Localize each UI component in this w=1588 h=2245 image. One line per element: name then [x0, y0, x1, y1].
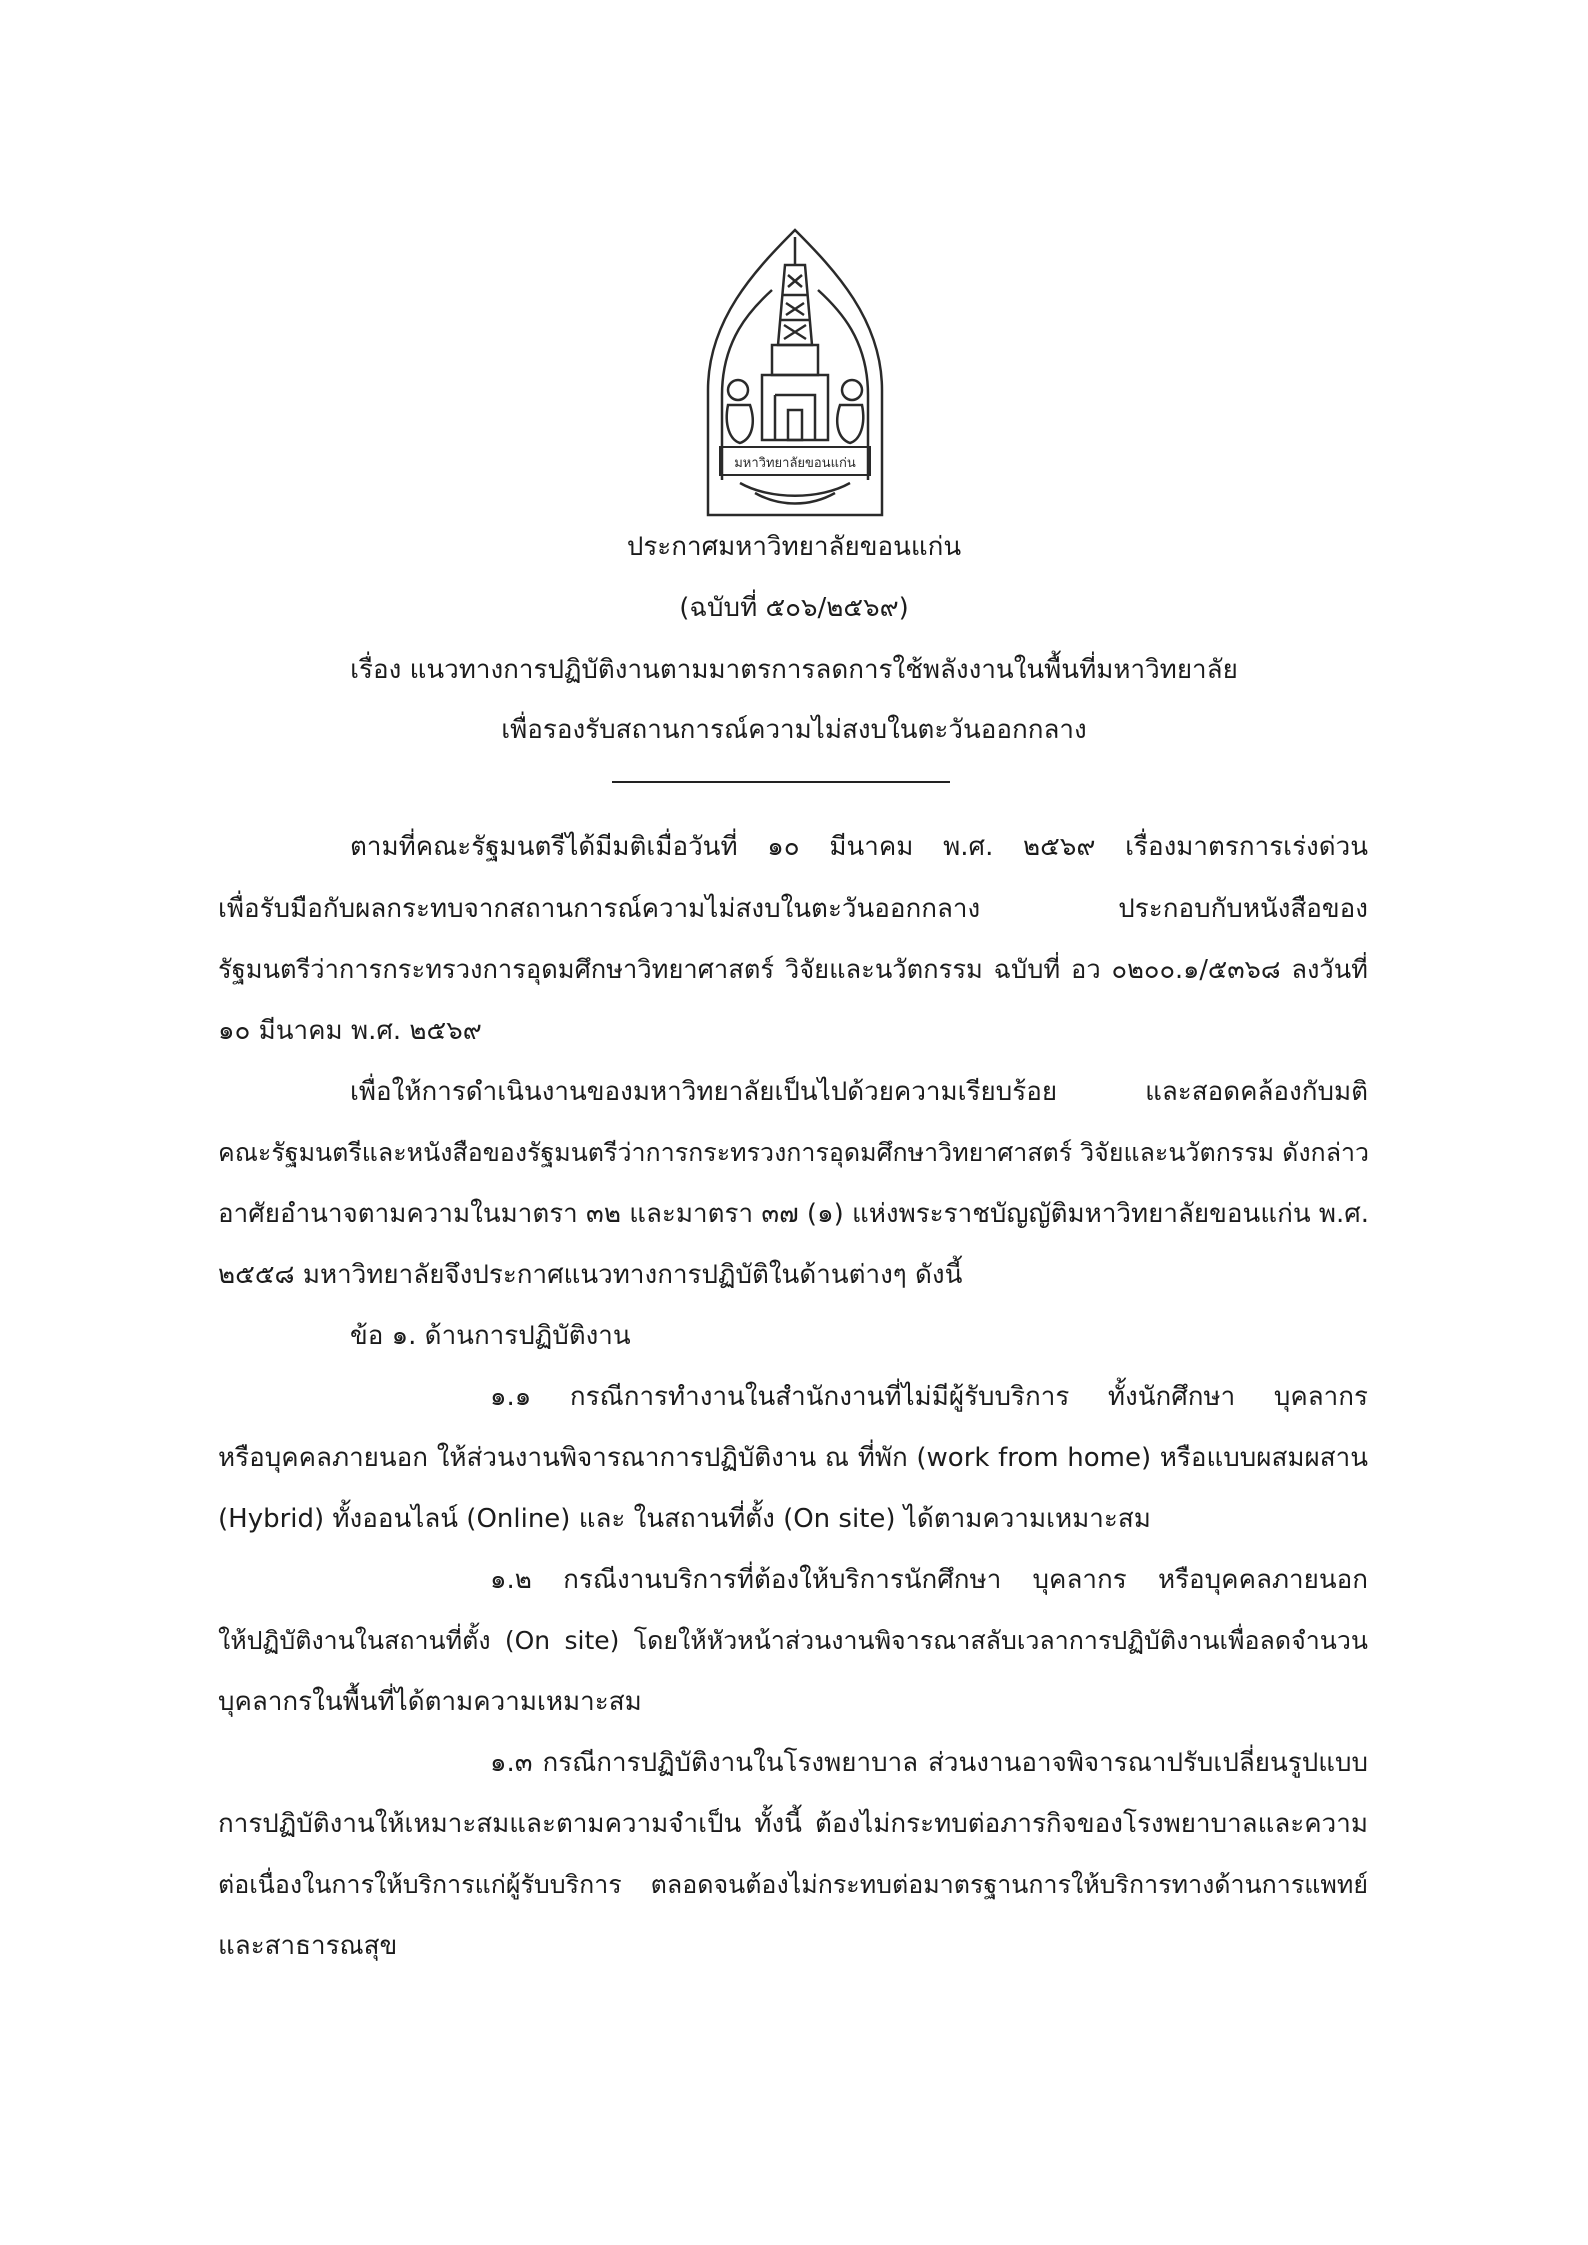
clause-1-2-line-1: ๑.๒ กรณีงานบริการที่ต้องให้บริการนักศึกษา บุคลากร หรือบุคคลภายนอก [490, 1565, 1368, 1595]
clause-1-3-line-1: ๑.๓ กรณีการปฏิบัติงานในโรงพยาบาล ส่วนงานอาจพิจารณาปรับเปลี่ยนรูปแบบ [490, 1748, 1368, 1778]
clause-1-heading: ข้อ ๑. ด้านการปฏิบัติงาน [350, 1321, 631, 1351]
seal-banner-text: มหาวิทยาลัยขอนแก่น [734, 456, 856, 471]
paragraph-2-line-3: อาศัยอำนาจตามความในมาตรา ๓๒ และมาตรา ๓๗ (๑) แห่งพระราชบัญญัติมหาวิทยาลัยขอนแก่น พ.ศ. [218, 1199, 1370, 1229]
paragraph-2-line-2: คณะรัฐมนตรีและหนังสือของรัฐมนตรีว่าการกระทรวงการอุดมศึกษาวิทยาศาสตร์ วิจัยและนวัตกรรม ดังกล่าว [218, 1138, 1370, 1167]
paragraph-2-line-4: ๒๕๕๘ มหาวิทยาลัยจึงประกาศแนวทางการปฏิบัติในด้านต่างๆ ดังนี้ [218, 1260, 963, 1290]
clause-1-3-line-2: การปฏิบัติงานให้เหมาะสมและตามความจำเป็น ทั้งนี้ ต้องไม่กระทบต่อภารกิจของโรงพยาบาลและความ [218, 1809, 1368, 1839]
paragraph-2-line-1: เพื่อให้การดำเนินงานของมหาวิทยาลัยเป็นไปด้วยความเรียบร้อย และสอดคล้องกับมติ [350, 1077, 1368, 1107]
header-divider [612, 781, 950, 783]
clause-1-3-line-4: และสาธารณสุข [218, 1931, 398, 1961]
clause-1-1-line-3: (Hybrid) ทั้งออนไลน์ (Online) และ ในสถานที่ตั้ง (On site) ได้ตามความเหมาะสม [218, 1504, 1151, 1534]
clause-1-2-line-3: บุคลากรในพื้นที่ได้ตามความเหมาะสม [218, 1687, 642, 1717]
paragraph-1-line-3: รัฐมนตรีว่าการกระทรวงการอุดมศึกษาวิทยาศาสตร์ วิจัยและนวัตกรรม ฉบับที่ อว ๐๒๐๐.๑/๕๓๖๘ ลงวันที่ [218, 955, 1368, 985]
announcement-title: ประกาศมหาวิทยาลัยขอนแก่น [626, 532, 962, 562]
clause-1-3-line-3: ต่อเนื่องในการให้บริการแก่ผู้รับบริการ ตลอดจนต้องไม่กระทบต่อมาตรฐานการให้บริการทางด้านการแพทย์ [218, 1870, 1368, 1899]
paragraph-1-line-1: ตามที่คณะรัฐมนตรีได้มีมติเมื่อวันที่ ๑๐ มีนาคม พ.ศ. ๒๕๖๙ เรื่องมาตรการเร่งด่วน [350, 832, 1368, 862]
clause-1-1-line-2: หรือบุคคลภายนอก ให้ส่วนงานพิจารณาการปฏิบัติงาน ณ ที่พัก (work from home) หรือแบบผสมผสาน [218, 1443, 1368, 1473]
clause-1-2-line-2: ให้ปฏิบัติงานในสถานที่ตั้ง (On site) โดยให้หัวหน้าส่วนงานพิจารณาสลับเวลาการปฏิบัติงานเพื่อลดจำนวน [218, 1626, 1368, 1655]
announcement-subject-line-2: เพื่อรองรับสถานการณ์ความไม่สงบในตะวันออกกลาง [501, 715, 1087, 745]
clause-1-1-line-1: ๑.๑ กรณีการทำงานในสำนักงานที่ไม่มีผู้รับบริการ ทั้งนักศึกษา บุคลากร [490, 1382, 1368, 1412]
announcement-subject-line-1: เรื่อง แนวทางการปฏิบัติงานตามมาตรการลดการใช้พลังงานในพื้นที่มหาวิทยาลัย [350, 655, 1238, 685]
announcement-number: (ฉบับที่ ๕๐๖/๒๕๖๙) [679, 593, 909, 623]
university-seal-icon [700, 225, 890, 520]
paragraph-1-line-2: เพื่อรับมือกับผลกระทบจากสถานการณ์ความไม่สงบในตะวันออกกลาง ประกอบกับหนังสือของ [218, 894, 1368, 924]
paragraph-1-line-4: ๑๐ มีนาคม พ.ศ. ๒๕๖๙ [218, 1016, 482, 1046]
